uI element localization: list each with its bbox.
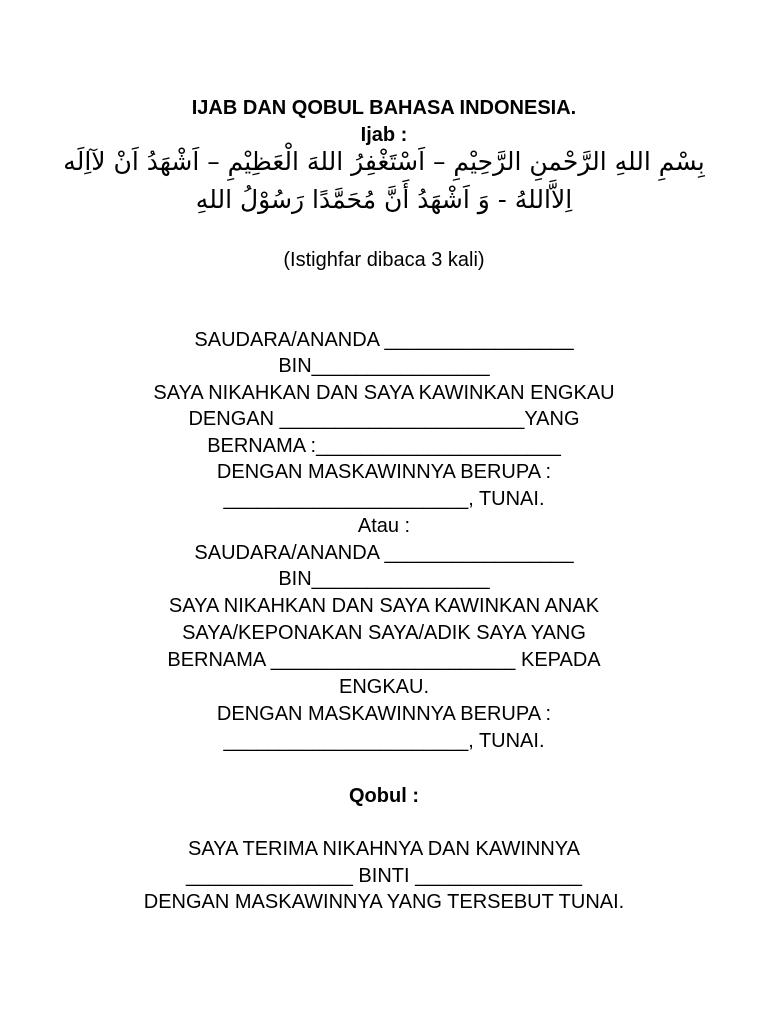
ijab-option2-line: DENGAN MASKAWINNYA BERUPA : (216, 703, 552, 725)
arabic-line-1: بِسْمِ اللهِ الرَّحْمنِ الرَّحِيْمِ – اَسْتَغْفِرُ اللهَ الْعَظِيْمِ – اَشْهَدُ اَنْ لآاِلَه (63, 147, 705, 176)
ijab-option2-line: BERNAMA ______________________ KEPADA (167, 649, 601, 671)
ijab-option2-line: ______________________, TUNAI. (223, 730, 545, 752)
ijab-option1-line: BERNAMA :______________________ (207, 435, 561, 457)
qobul-line: _______________ BINTI _______________ (186, 865, 582, 887)
ijab-option2-line: BIN________________ (278, 568, 490, 590)
ijab-heading: Ijab : (360, 124, 408, 146)
ijab-option1-line: BIN________________ (278, 355, 490, 377)
arabic-line-2: اِلاَّاللهُ - وَ اَشْهَدُ أَنَّ مُحَمَّدًا رَسُوْلُ اللهِ (195, 185, 573, 214)
ijab-option1-line: SAYA NIKAHKAN DAN SAYA KAWINKAN ENGKAU (153, 382, 615, 404)
qobul-line: DENGAN MASKAWINNYA YANG TERSEBUT TUNAI. (143, 891, 625, 913)
ijab-option2-line: ENGKAU. (338, 676, 430, 698)
ijab-option2-line: SAYA/KEPONAKAN SAYA/ADIK SAYA YANG (182, 622, 586, 644)
ijab-option1-line: SAUDARA/ANANDA _________________ (194, 329, 574, 351)
ijab-option1-line: DENGAN ______________________YANG (188, 408, 580, 430)
ijab-option2-line: SAUDARA/ANANDA _________________ (194, 542, 574, 564)
ijab-option2-line: SAYA NIKAHKAN DAN SAYA KAWINKAN ANAK (168, 595, 600, 617)
ijab-option1-line: ______________________, TUNAI. (223, 488, 545, 510)
istighfar-note: (Istighfar dibaca 3 kali) (283, 249, 485, 271)
qobul-line: SAYA TERIMA NIKAHNYA DAN KAWINNYA (188, 838, 580, 860)
document-title: IJAB DAN QOBUL BAHASA INDONESIA. (191, 97, 577, 119)
separator-label: Atau : (357, 515, 411, 537)
qobul-heading: Qobul : (349, 785, 419, 807)
ijab-option1-line: DENGAN MASKAWINNYA BERUPA : (216, 461, 552, 483)
